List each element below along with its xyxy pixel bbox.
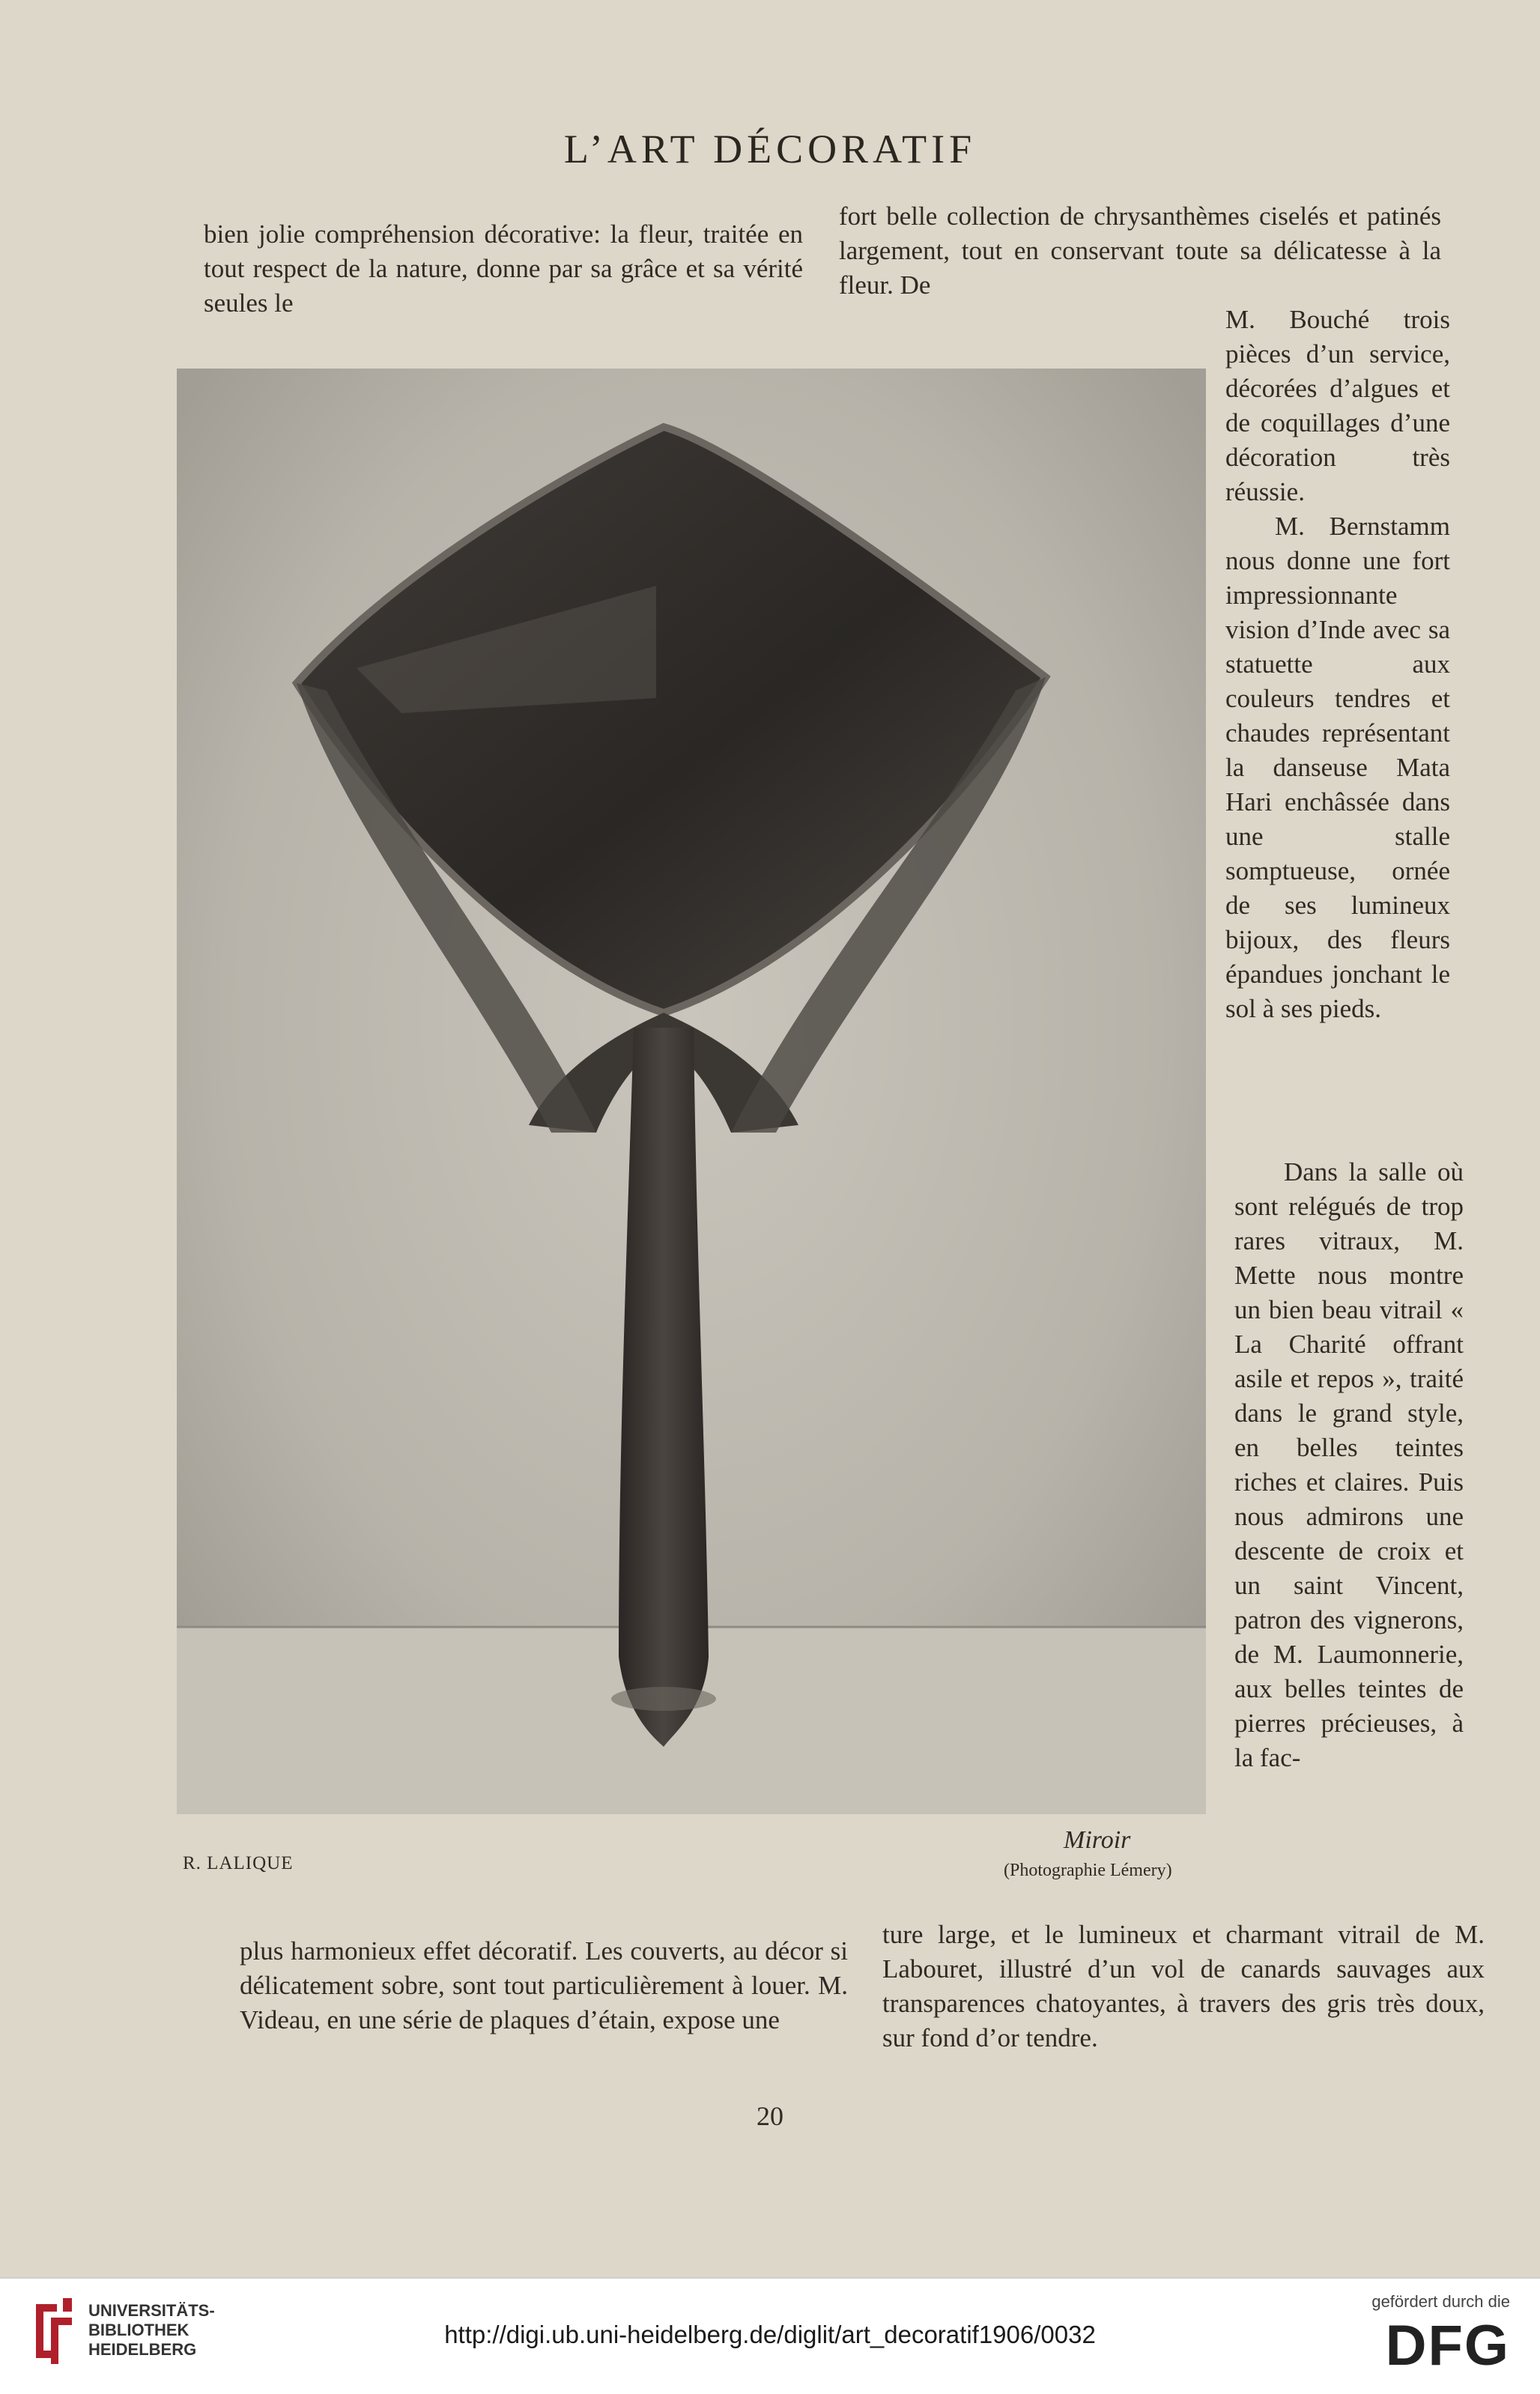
photograph-mirror — [177, 369, 1206, 1814]
column-side-upper — [1225, 303, 1450, 1026]
page-number: 20 — [757, 2101, 783, 2131]
digitization-footer — [0, 2277, 1540, 2394]
paragraph: ture large, et le lumineux et charmant vitrail de M. Labouret, illustré d’un vol de canards sauvages aux transparences chatoyantes, à travers des gris très doux, sur fond d’or tendre. — [882, 1920, 1485, 2052]
column-side-lower — [1234, 1155, 1464, 1775]
paragraph: M. Bouché trois pièces d’un service, décorées d’algues et de coquillages d’une décoration très réussie. — [1225, 305, 1450, 506]
column-bottom-left — [240, 1934, 848, 2037]
sponsor-block — [1371, 2292, 1510, 2378]
permalink-url[interactable]: http://digi.ub.uni-heidelberg.de/diglit/art_decoratif1906/0032 — [444, 2321, 1096, 2348]
institution-line: UNIVERSITÄTS- — [88, 2301, 215, 2320]
mirror-illustration — [177, 369, 1206, 1814]
paragraph: fort belle collection de chrysanthèmes ciselés et patinés largement, tout en conservant toute sa délicatesse à la fleur. De — [839, 201, 1441, 300]
paragraph: Dans la salle où sont relégués de trop rares vitraux, M. Mette nous montre un bien beau vitrail « La Charité offrant asile et repos », traité dans le grand style, en belles teintes riches et claires. Puis nous admirons une descente de croix et un saint Vincent, patron des vignerons, de M. Laumonnerie, aux belles teintes de pierres précieuses, à la fac- — [1234, 1157, 1464, 1772]
caption-credit: (Photographie Lémery) — [1004, 1861, 1172, 1880]
column-bottom-right — [882, 1918, 1485, 2055]
paragraph: plus harmonieux effet décoratif. Les couverts, au décor si délicatement sobre, sont tout particulièrement à louer. M. Videau, en une série de plaques d’étain, expose une — [240, 1936, 848, 2034]
column-top-left — [204, 217, 803, 321]
institution-line: BIBLIOTHEK — [88, 2321, 190, 2339]
running-head: L’ART DÉCORATIF — [563, 127, 977, 172]
caption-artist: R. LALIQUE — [183, 1853, 294, 1873]
dfg-logo: DFG — [1385, 2314, 1510, 2378]
column-top-right — [839, 199, 1441, 303]
paragraph: bien jolie compréhension décorative: la fleur, traitée en tout respect de la nature, donne par sa grâce et sa vérité seules le — [204, 219, 803, 318]
sponsor-label: gefördert durch die — [1371, 2292, 1510, 2311]
paragraph: M. Bernstamm nous donne une fort impressionnante vision d’Inde avec sa statuette aux couleurs tendres et chaudes représentant la danseuse Mata Hari enchâssée dans une stalle somptueuse, ornée de ses lumineux bijoux, des fleurs épandues jonchant le sol à ses pieds. — [1225, 512, 1450, 1023]
institution-line: HEIDELBERG — [88, 2340, 197, 2359]
caption-title: Miroir — [1064, 1826, 1131, 1854]
